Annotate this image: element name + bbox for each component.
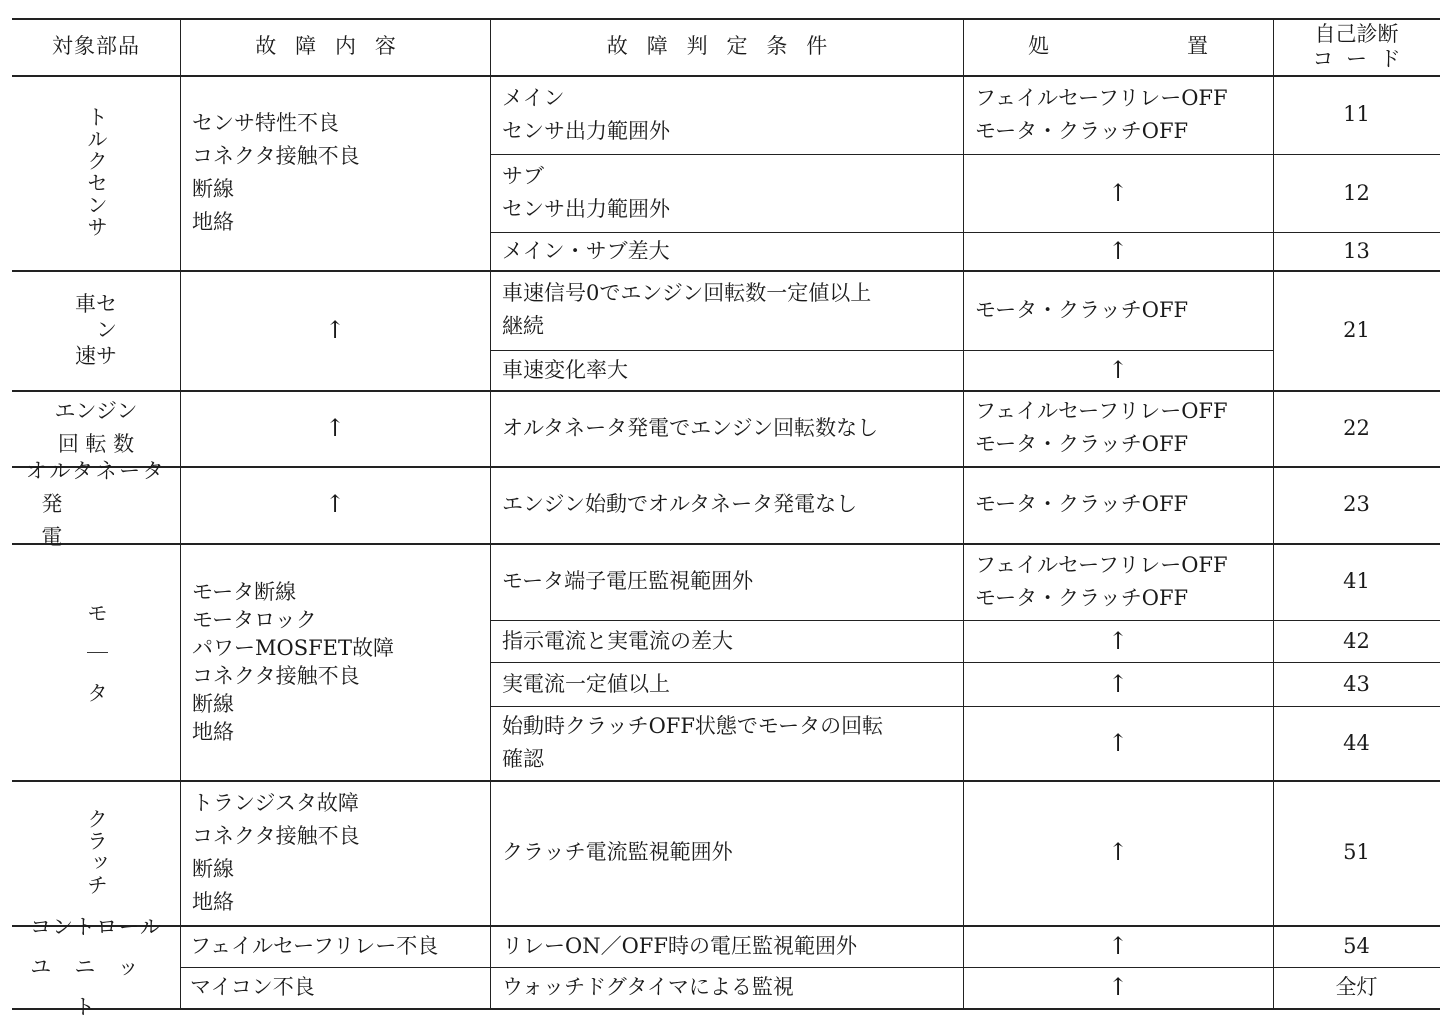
condition-line: 実電流一定値以上 — [502, 671, 670, 696]
component-label-line: 回 転 数 — [57, 432, 135, 456]
condition-line: リレーON／OFF時の電圧監視範囲外 — [502, 933, 857, 958]
header-action-label-a: 処 — [1028, 34, 1049, 58]
condition-cell — [490, 75, 963, 154]
code-cell — [1273, 780, 1440, 925]
fault-item: 地絡 — [192, 889, 234, 914]
up-arrow-icon: ↑ — [1107, 931, 1129, 960]
fault-item: コネクタ接触不良 — [192, 143, 360, 168]
action-cell-same-as-above — [963, 967, 1273, 1008]
up-arrow-icon: ↑ — [1107, 669, 1129, 698]
code-cell — [1273, 620, 1440, 662]
fault-item: マイコン不良 — [190, 975, 315, 999]
fault-content-cell — [180, 967, 490, 1008]
code-cell — [1273, 967, 1440, 1008]
header-fault-condition — [490, 18, 963, 75]
condition-cell — [490, 350, 963, 390]
code-cell — [1273, 706, 1440, 780]
fault-item: 地絡 — [192, 719, 234, 744]
condition-cell — [490, 466, 963, 543]
condition-line: 継続 — [502, 314, 544, 338]
condition-line: 車速信号0でエンジン回転数一定値以上 — [502, 281, 872, 305]
action-line: フェイルセーフリレーOFF — [975, 552, 1228, 577]
action-line: モータ・クラッチOFF — [975, 297, 1189, 322]
up-arrow-icon: ↑ — [1107, 236, 1129, 265]
condition-cell — [490, 232, 963, 270]
condition-line: モータ端子電圧監視範囲外 — [502, 569, 754, 593]
diagnostic-code: 41 — [1343, 569, 1370, 593]
diagnostic-code: 54 — [1343, 933, 1370, 958]
component-label-line: 車セ — [75, 292, 117, 316]
action-line: フェイルセーフリレーOFF — [975, 399, 1228, 423]
condition-line: オルタネータ発電でエンジン回転数なし — [502, 415, 879, 440]
condition-cell — [490, 967, 963, 1008]
fault-content-same-as-above — [180, 270, 490, 390]
component-torque-sensor — [12, 75, 180, 270]
fault-content-same-as-above — [180, 466, 490, 543]
condition-line: メイン・サブ差大 — [502, 238, 670, 263]
fault-content-cell — [180, 925, 490, 967]
diagnostic-code: 全灯 — [1335, 975, 1378, 999]
up-arrow-icon: ↑ — [1107, 838, 1129, 866]
header-action — [963, 18, 1273, 75]
component-label-line: オルタネータ — [25, 459, 167, 483]
up-arrow-icon: ↑ — [1107, 728, 1129, 757]
fault-item: モータロック — [192, 607, 317, 632]
rule-bottom — [12, 1008, 1440, 1010]
action-line: モータ・クラッチOFF — [975, 118, 1189, 143]
component-label-line: 速サ — [75, 344, 117, 368]
component-label-line: 発電 — [41, 492, 151, 549]
code-cell — [1273, 466, 1440, 543]
up-arrow-icon: ↑ — [324, 315, 346, 344]
up-arrow-icon: ↑ — [324, 490, 346, 518]
action-cell — [963, 270, 1273, 350]
condition-line: メイン — [502, 85, 565, 110]
condition-line: 指示電流と実電流の差大 — [502, 628, 733, 653]
fault-item: コネクタ接触不良 — [192, 823, 360, 848]
component-label-line: エンジン — [54, 399, 138, 423]
diagnostic-code: 51 — [1343, 840, 1370, 864]
condition-line: 車速変化率大 — [502, 357, 628, 382]
fault-item: 断線 — [192, 176, 234, 201]
condition-cell — [490, 706, 963, 780]
action-cell — [963, 75, 1273, 154]
condition-cell — [490, 662, 963, 706]
component-label-line: ン — [75, 318, 117, 342]
fault-content-clutch — [180, 780, 490, 925]
component-control-unit — [12, 914, 180, 1019]
header-code-line1: 自己診断 — [1314, 21, 1399, 46]
diagnostic-code: 12 — [1343, 180, 1370, 205]
fault-item: パワーMOSFET故障 — [192, 635, 395, 660]
header-diagnostic-code — [1273, 18, 1440, 75]
up-arrow-icon: ↑ — [1107, 973, 1129, 1001]
component-vehicle-speed-sensor — [12, 270, 180, 390]
action-line: フェイルセーフリレーOFF — [975, 85, 1228, 110]
condition-line: エンジン始動でオルタネータ発電なし — [502, 492, 858, 516]
header-action-label-b: 置 — [1187, 34, 1208, 58]
fault-item: コネクタ接触不良 — [192, 663, 360, 688]
condition-line: ウォッチドグタイマによる監視 — [502, 975, 794, 999]
up-arrow-icon: ↑ — [1107, 178, 1129, 207]
header-component — [12, 18, 180, 75]
action-line: モータ・クラッチOFF — [975, 492, 1189, 516]
component-label-line: ユニット — [30, 954, 162, 1019]
fault-item: 断線 — [192, 856, 234, 881]
condition-cell — [490, 543, 963, 620]
action-cell-same-as-above — [963, 620, 1273, 662]
condition-cell — [490, 270, 963, 350]
code-cell — [1273, 662, 1440, 706]
action-cell-same-as-above — [963, 925, 1273, 967]
fault-item: 断線 — [192, 691, 234, 716]
component-label: クラッチ — [84, 808, 109, 897]
action-cell-same-as-above — [963, 662, 1273, 706]
action-cell-same-as-above — [963, 706, 1273, 780]
action-cell — [963, 390, 1273, 466]
action-line: モータ・クラッチOFF — [975, 432, 1189, 456]
code-cell — [1273, 232, 1440, 270]
condition-cell — [490, 925, 963, 967]
code-cell — [1273, 75, 1440, 154]
condition-cell — [490, 390, 963, 466]
fault-item: フェイルセーフリレー不良 — [190, 933, 439, 958]
up-arrow-icon: ↑ — [324, 413, 346, 442]
action-cell-same-as-above — [963, 780, 1273, 925]
condition-line: 始動時クラッチOFF状態でモータの回転 — [502, 714, 884, 738]
up-arrow-icon: ↑ — [1107, 355, 1129, 384]
action-cell-same-as-above — [963, 154, 1273, 232]
diagnostic-code: 13 — [1343, 238, 1370, 263]
header-code-line2: コード — [1312, 46, 1414, 71]
diagnostic-code: 23 — [1343, 492, 1370, 516]
action-cell — [963, 543, 1273, 620]
fault-content-motor — [180, 543, 490, 780]
fault-item: トランジスタ故障 — [192, 790, 359, 815]
action-cell-same-as-above — [963, 350, 1273, 390]
fault-diagnosis-table — [12, 18, 1440, 1019]
action-cell-same-as-above — [963, 232, 1273, 270]
fault-content-torque-sensor — [180, 75, 490, 270]
fault-item: 地絡 — [192, 209, 234, 234]
condition-line: センサ出力範囲外 — [502, 118, 670, 143]
diagnostic-code: 22 — [1343, 415, 1370, 440]
component-alternator — [12, 459, 180, 549]
fault-item: センサ特性不良 — [192, 110, 339, 135]
code-cell — [1273, 543, 1440, 620]
condition-cell — [490, 620, 963, 662]
diagnostic-code: 11 — [1343, 102, 1370, 126]
diagnostic-code: 42 — [1343, 628, 1370, 653]
fault-item: モータ断線 — [192, 579, 297, 604]
code-cell — [1273, 154, 1440, 232]
component-clutch — [12, 780, 180, 925]
header-fault-condition-label: 故障判定条件 — [606, 34, 847, 58]
code-cell — [1273, 925, 1440, 967]
code-cell-merged — [1273, 270, 1440, 390]
condition-line: センサ出力範囲外 — [502, 197, 670, 221]
condition-cell — [490, 780, 963, 925]
condition-line: 確認 — [502, 747, 544, 771]
fault-content-same-as-above — [180, 390, 490, 466]
diagnostic-code: 43 — [1343, 671, 1370, 696]
header-fault-content-label: 故障内容 — [255, 34, 415, 58]
up-arrow-icon: ↑ — [1107, 626, 1129, 655]
header-component-label: 対象部品 — [51, 34, 141, 58]
condition-line: サブ — [502, 164, 544, 188]
component-label: モ｜タ — [84, 601, 109, 722]
condition-line: クラッチ電流監視範囲外 — [502, 840, 733, 864]
component-label-line: コントロール — [30, 914, 162, 939]
component-label: トルクセンサ — [84, 106, 109, 239]
action-line: モータ・クラッチOFF — [975, 585, 1189, 610]
component-motor — [12, 543, 180, 780]
action-cell — [963, 466, 1273, 543]
code-cell — [1273, 390, 1440, 466]
diagnostic-code: 21 — [1343, 317, 1370, 342]
condition-cell — [490, 154, 963, 232]
diagnostic-code: 44 — [1343, 730, 1370, 755]
header-fault-content — [180, 18, 490, 75]
